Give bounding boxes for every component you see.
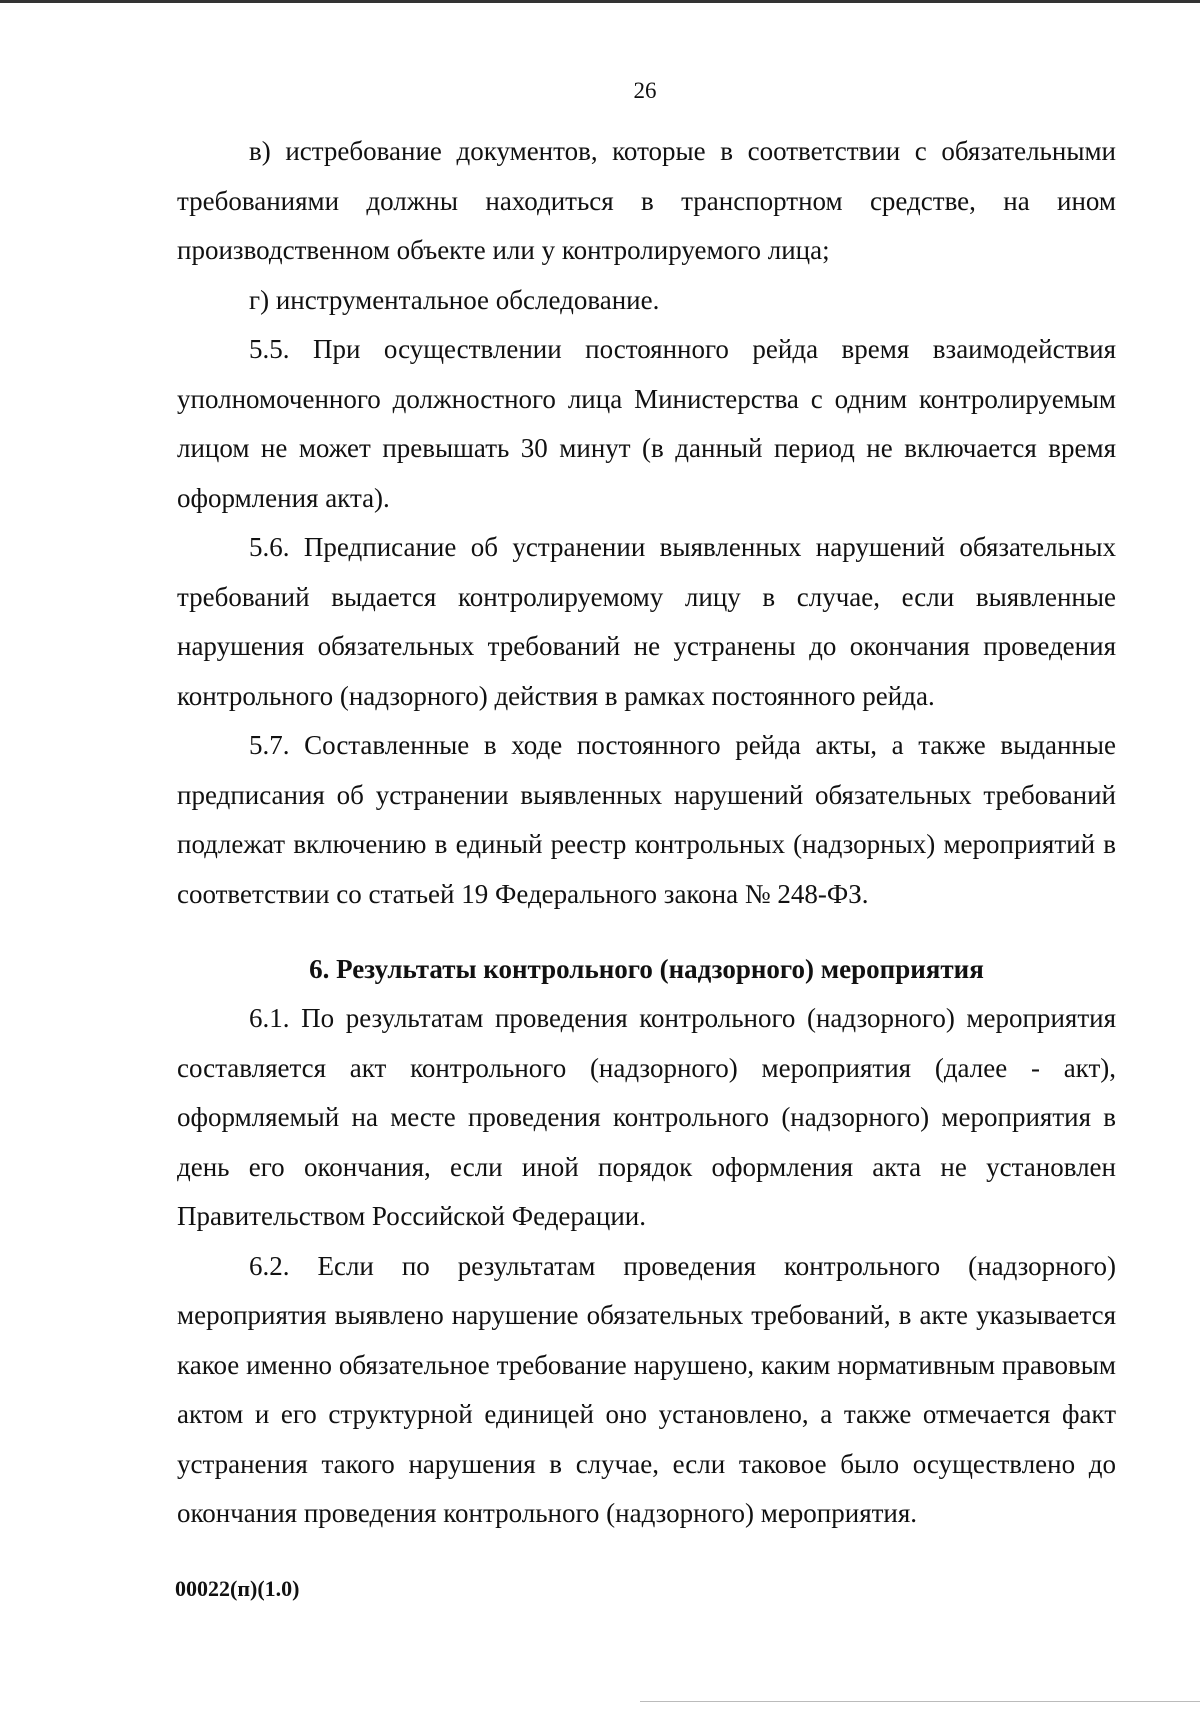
paragraph-item-v: в) истребование документов, которые в соответствии с обязательными требованиями должны находиться в транспортном средстве, на ином производственном объекте или у контролируемого лица; [177,136,1116,265]
page-number: 26 [633,78,657,103]
document-body-part2 [177,994,1116,1539]
paragraph-6-1: 6.1. По результатам проведения контрольного (надзорного) мероприятия составляется акт контрольного (надзорного) мероприятия (далее - акт), оформляемый на месте проведения контрольного (надзорного) мероприятия в день его окончания, если иной порядок оформления акта не установлен Правительством Российской Федерации. [177,1003,1116,1231]
paragraph-5-5: 5.5. При осуществлении постоянного рейда время взаимодействия уполномоченного должностного лица Министерства с одним контролируемым лицом не может превышать 30 минут (в данный период не включается время оформления акта). [177,334,1116,513]
paragraph-item-g: г) инструментальное обследование. [249,284,660,315]
paragraph-6-2: 6.2. Если по результатам проведения контрольного (надзорного) мероприятия выявлено нарушение обязательных требований, в акте указывается какое именно обязательное требование нарушено, каким нормативным правовым актом и его структурной единицей оно установлено, а также отмечается факт устранения такого нарушения в случае, если таковое было осуществлено до окончания проведения контрольного (надзорного) мероприятия. [177,1250,1116,1528]
paragraph-5-7: 5.7. Составленные в ходе постоянного рейда акты, а также выданные предписания об устранении выявленных нарушений обязательных требований подлежат включению в единый реестр контрольных (надзорных) мероприятий в соответствии со статьей 19 Федерального закона № 248-ФЗ. [177,730,1116,909]
document-body-part1 [177,127,1116,919]
section-6-heading: 6. Результаты контрольного (надзорного) мероприятия [309,954,984,984]
top-scan-border [0,0,1200,3]
bottom-scan-border [640,1701,1200,1702]
paragraph-5-6: 5.6. Предписание об устранении выявленных нарушений обязательных требований выдается контролируемому лицу в случае, если выявленные нарушения обязательных требований не устранены до окончания проведения контрольного (надзорного) действия в рамках постоянного рейда. [177,532,1116,711]
document-code: 00022(п)(1.0) [175,1576,300,1601]
